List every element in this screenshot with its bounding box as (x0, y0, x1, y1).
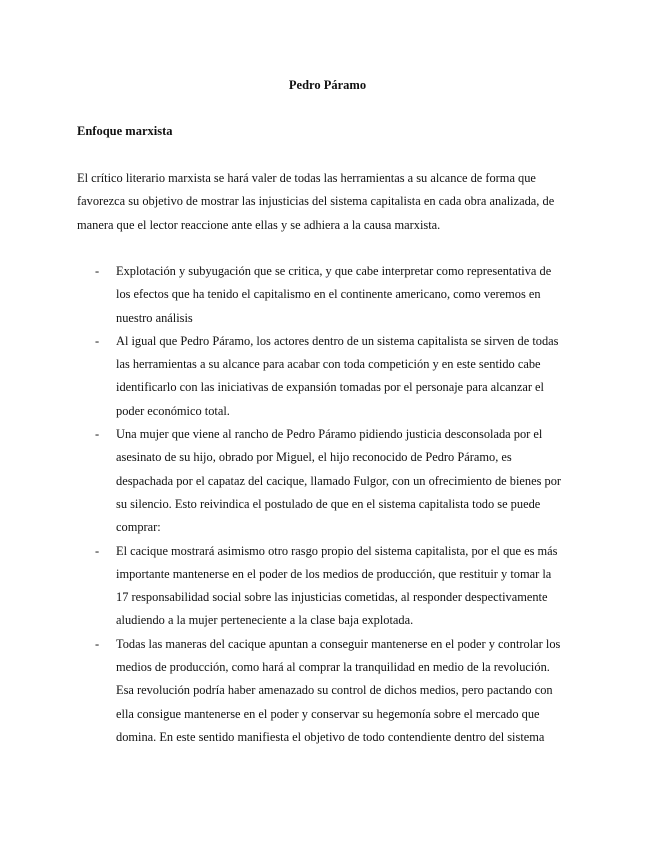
bullet-line: Explotación y subyugación que se critica, y que cabe interpretar como representativa de (116, 264, 552, 278)
bullet-text (116, 633, 579, 749)
bullet-line: importante mantenerse en el poder de los medios de producción, que restituir y tomar la (116, 566, 552, 581)
bullet-item (77, 330, 579, 423)
bullet-text (116, 260, 579, 330)
bullet-line: asesinato de su hijo, obrado por Miguel, el hijo reconocido de Pedro Páramo, es (116, 450, 512, 465)
bullet-line: ella consigue mantenerse en el poder y conservar su hegemonía sobre el mercado que (116, 706, 540, 721)
bullet-line: los efectos que ha tenido el capitalismo en el continente americano, como veremos en (116, 287, 541, 302)
bullet-line: El cacique mostrará asimismo otro rasgo propio del sistema capitalista, por el que es más (116, 543, 558, 558)
bullet-list (77, 260, 579, 749)
intro-line: manera que el lector reaccione ante ellas y se adhiera a la causa marxista. (77, 217, 441, 232)
bullet-item (77, 260, 579, 330)
intro-paragraph (77, 167, 577, 237)
bullet-line: despachada por el capataz del cacique, llamado Fulgor, con un ofrecimiento de bienes por (116, 473, 562, 488)
intro-line: El crítico literario marxista se hará valer de todas las herramientas a su alcance de forma que (77, 171, 536, 185)
bullet-line: 17 responsabilidad social sobre las injusticias cometidas, al responder despectivamente (116, 590, 548, 605)
bullet-dash: - (95, 427, 100, 442)
bullet-line: comprar: (116, 520, 161, 535)
intro-line: favorezca su objetivo de mostrar las injusticias del sistema capitalista en cada obra analizada, de (77, 194, 555, 209)
bullet-dash: - (95, 333, 100, 348)
bullet-line: aludiendo a la mujer perteneciente a la clase baja explotada. (116, 613, 414, 628)
bullet-line: las herramientas a su alcance para acabar con toda competición y en este sentido cabe (116, 357, 541, 372)
bullet-line: Todas las maneras del cacique apuntan a conseguir mantenerse en el poder y controlar los (116, 636, 561, 651)
bullet-line: Una mujer que viene al rancho de Pedro Páramo pidiendo justicia desconsolada por el (116, 427, 543, 442)
bullet-text (116, 423, 579, 539)
bullet-line: Al igual que Pedro Páramo, los actores dentro de un sistema capitalista se sirven de todas (116, 333, 559, 348)
bullet-line: poder económico total. (116, 403, 230, 418)
bullet-line: medios de producción, como hará al comprar la tranquilidad en medio de la revolución. (116, 660, 550, 675)
bullet-dash: - (95, 264, 100, 278)
bullet-text (116, 540, 579, 633)
bullet-line: identificarlo con las iniciativas de expansión tomadas por el personaje para alcanzar el (116, 380, 544, 395)
bullet-line: domina. En este sentido manifiesta el objetivo de todo contendiente dentro del sistema (116, 729, 545, 744)
bullet-text (116, 330, 579, 423)
bullet-item (77, 540, 579, 633)
document-title: Pedro Páramo (288, 78, 367, 92)
bullet-line: Esa revolución podría haber amenazado su control de dichos medios, pero pactando con (116, 683, 553, 698)
bullet-line: su silencio. Esto reivindica el postulado de que en el sistema capitalista todo se puede (116, 496, 541, 511)
bullet-dash: - (95, 636, 100, 651)
bullet-dash: - (95, 543, 100, 558)
bullet-item (77, 633, 579, 749)
bullet-item (77, 423, 579, 539)
section-heading: Enfoque marxista (77, 124, 173, 138)
bullet-line: nuestro análisis (116, 310, 193, 325)
